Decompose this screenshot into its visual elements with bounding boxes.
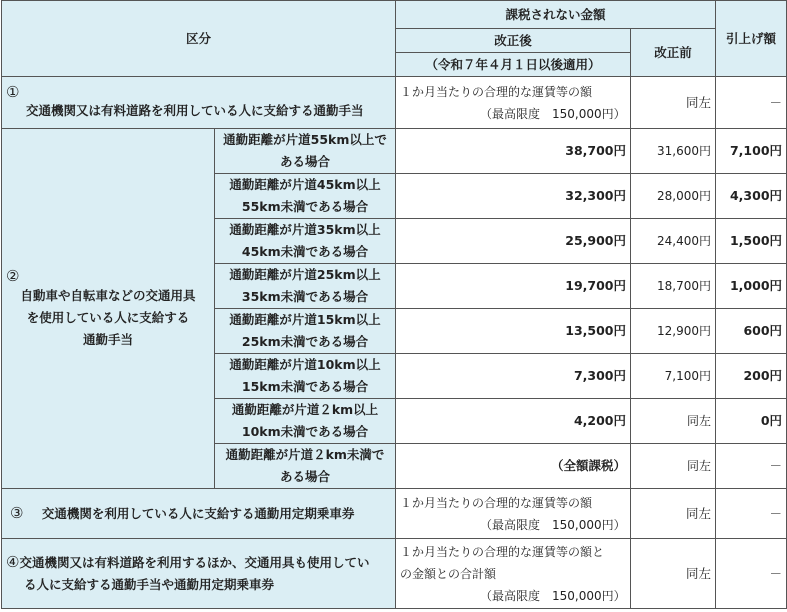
distance-line1: 通勤距離が片道55km以上で (223, 132, 387, 147)
distance-line2: ある場合 (280, 154, 331, 169)
row4-mark: ④ (6, 553, 20, 571)
amount-increase: 4,300円 (716, 174, 787, 219)
distance-cell (215, 219, 396, 264)
amount-after: 4,200円 (396, 399, 631, 444)
row3-increase: － (716, 489, 787, 539)
amount-increase: 200円 (716, 354, 787, 399)
distance-cell (215, 399, 396, 444)
amount-after: 32,300円 (396, 174, 631, 219)
header-increase: 引上げ額 (716, 1, 787, 77)
distance-line1: 通勤距離が片道10km以上 (229, 357, 381, 372)
row1-increase: － (716, 77, 787, 129)
amount-increase: － (716, 444, 787, 489)
amount-before: 7,100円 (631, 354, 716, 399)
row4-after-line1: １か月当たりの合理的な運賃等の額と (400, 544, 605, 559)
row2-label-line2: を使用している人に支給する (26, 309, 190, 325)
amount-after: 38,700円 (396, 129, 631, 174)
distance-line2: 35km未満である場合 (241, 289, 369, 304)
distance-cell (215, 309, 396, 354)
row1-mark: ① (6, 82, 20, 101)
table-row (2, 77, 787, 129)
row3-before: 同左 (631, 489, 716, 539)
distance-line2: 10km未満である場合 (241, 424, 369, 439)
distance-cell (215, 174, 396, 219)
distance-line2: 25km未満である場合 (241, 334, 369, 349)
amount-before: 18,700円 (631, 264, 716, 309)
distance-line1: 通勤距離が片道45km以上 (229, 177, 381, 192)
row4-label-line1 (6, 551, 391, 574)
row2-label-cell (2, 129, 215, 489)
row1-after-line2: （最高限度 150,000円） (480, 106, 626, 121)
row3-mark: ③ (10, 504, 24, 522)
distance-cell (215, 129, 396, 174)
table-row (2, 489, 787, 539)
row1-before: 同左 (631, 77, 716, 129)
row4-after-line3: （最高限度 150,000円） (480, 588, 626, 603)
amount-after: （全額課税） (396, 444, 631, 489)
row4-before: 同左 (631, 539, 716, 609)
row3-after-line2: （最高限度 150,000円） (480, 517, 626, 532)
distance-line2: ある場合 (280, 469, 331, 484)
amount-before: 同左 (631, 399, 716, 444)
header-after-revision-note: （令和７年４月１日以後適用） (396, 53, 631, 77)
distance-line2: 55km未満である場合 (241, 199, 369, 214)
row4-label-line1-text: 交通機関又は有料道路を利用するほか、交通用具も使用してい (19, 555, 370, 570)
amount-after: 25,900円 (396, 219, 631, 264)
header-after-revision: 改正後 (396, 29, 631, 53)
commuting-allowance-table (1, 0, 787, 609)
amount-after: 7,300円 (396, 354, 631, 399)
row3-after-line1: １か月当たりの合理的な運賃等の額 (400, 495, 593, 510)
header-untaxed-amount: 課税されない金額 (396, 1, 716, 29)
amount-before: 12,900円 (631, 309, 716, 354)
distance-line2: 45km未満である場合 (241, 244, 369, 259)
distance-line1: 通勤距離が片道15km以上 (229, 312, 381, 327)
row1-label-cell (2, 77, 396, 129)
distance-cell (215, 354, 396, 399)
header-category: 区分 (2, 1, 396, 77)
row4-label-cell (2, 539, 396, 609)
row4-after (396, 539, 631, 609)
amount-increase: 1,000円 (716, 264, 787, 309)
row2-mark: ② (6, 266, 20, 285)
row4-label-line2: る人に支給する通勤手当や通勤用定期乗車券 (24, 577, 275, 592)
amount-increase: 7,100円 (716, 129, 787, 174)
amount-after: 19,700円 (396, 264, 631, 309)
amount-before: 同左 (631, 444, 716, 489)
table-row (2, 539, 787, 609)
row2-label-line3: 通勤手当 (82, 331, 133, 347)
row3-label-cell (2, 489, 396, 539)
header-before-revision: 改正前 (631, 29, 716, 77)
distance-cell (215, 444, 396, 489)
row3-after (396, 489, 631, 539)
amount-increase: 600円 (716, 309, 787, 354)
amount-increase: 0円 (716, 399, 787, 444)
amount-before: 31,600円 (631, 129, 716, 174)
row1-after (396, 77, 631, 129)
distance-line1: 通勤距離が片道25km以上 (229, 267, 381, 282)
row1-after-line1: １か月当たりの合理的な運賃等の額 (400, 84, 593, 99)
distance-line1: 通勤距離が片道35km以上 (229, 222, 381, 237)
table-row (2, 129, 787, 174)
row2-label-line1: 自動車や自転車などの交通用具 (20, 287, 196, 303)
distance-cell (215, 264, 396, 309)
distance-line2: 15km未満である場合 (241, 379, 369, 394)
amount-after: 13,500円 (396, 309, 631, 354)
amount-increase: 1,500円 (716, 219, 787, 264)
row4-increase: － (716, 539, 787, 609)
distance-line1: 通勤距離が片道２km以上 (231, 402, 379, 417)
distance-line1: 通勤距離が片道２km未満で (225, 447, 385, 462)
amount-before: 28,000円 (631, 174, 716, 219)
row1-label: 交通機関又は有料道路を利用している人に支給する通勤手当 (26, 102, 364, 118)
amount-before: 24,400円 (631, 219, 716, 264)
row4-after-line2: の金額との合計額 (400, 566, 497, 581)
row3-label: 交通機関を利用している人に支給する通勤用定期乗車券 (41, 506, 355, 521)
